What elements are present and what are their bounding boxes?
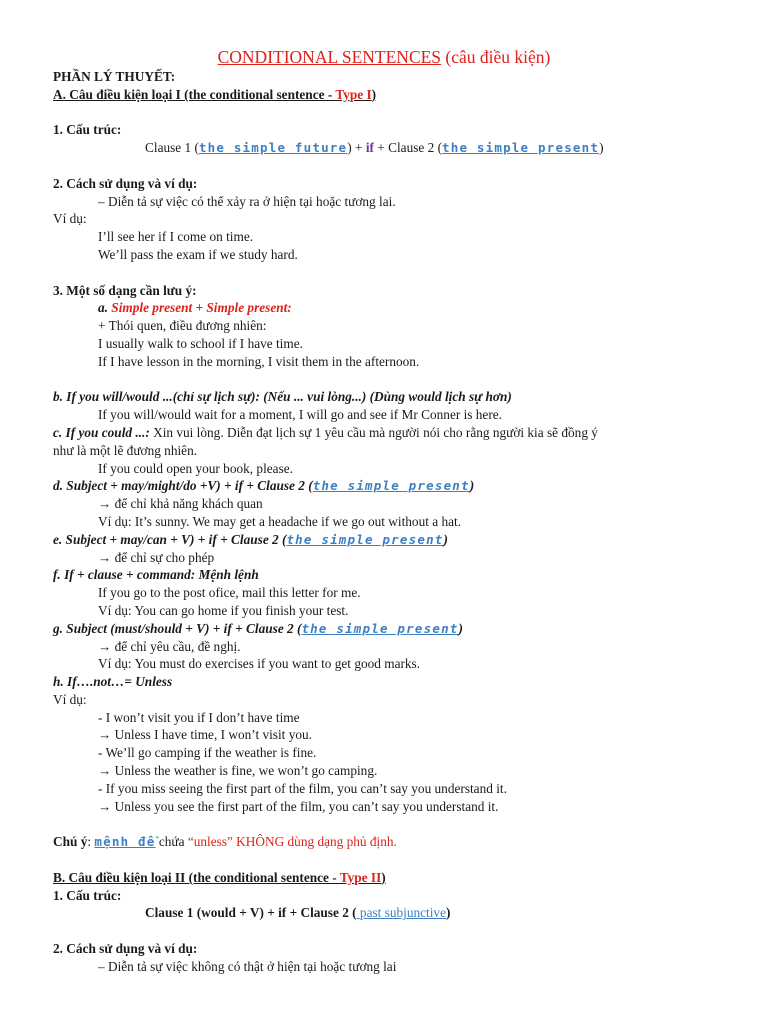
b1-structure: Clause 1 (would + V) + if + Clause 2 ( past subjunctive) xyxy=(145,905,451,921)
formula-simple-present: the simple present xyxy=(442,140,600,156)
a2-vidu: Ví dụ: xyxy=(53,211,87,227)
a3-h-line-4: → Unless the weather is fine, we won’t go camping. xyxy=(98,763,378,779)
a3-e-heading: e. Subject + may/can + V) + if + Clause 2 (the simple present) xyxy=(53,531,448,547)
a3-h-line-3: - We’ll go camping if the weather is fine. xyxy=(98,745,317,761)
a3-e-line-1: → để chỉ sự cho phép xyxy=(98,549,215,565)
a2-example-2: We’ll pass the exam if we study hard. xyxy=(98,246,298,262)
a3-b-heading: b. If you will/would ...(chỉ sự lịch sự): (Nếu ... vui lòng...) (Dùng would lịch sự hơn) xyxy=(53,389,512,405)
a3-f-line-2: Ví dụ: You can go home if you finish your test. xyxy=(98,602,349,618)
a3-g-heading: g. Subject (must/should + V) + if + Clause 2 (the simple present) xyxy=(53,620,463,636)
a3-a-line-3: If I have lesson in the morning, I visit them in the afternoon. xyxy=(98,353,420,369)
b2-heading: 2. Cách sử dụng và ví dụ: xyxy=(53,941,198,957)
a3-h-line-1: - I won’t visit you if I don’t have time xyxy=(98,709,300,725)
note-line: Chú ý: mệnh đề chứa “unless” KHÔNG dùng dạng phủ định. xyxy=(53,834,397,850)
a3-f-line-1: If you go to the post ofice, mail this letter for me. xyxy=(98,585,361,601)
a1-structure: Clause 1 (the simple future) + if + Clause 2 (the simple present) xyxy=(145,140,604,156)
title-main: CONDITIONAL SENTENCES xyxy=(217,47,442,67)
a3-c-line-2: như là một lẽ đương nhiên. xyxy=(53,442,198,458)
formula-simple-future: the simple future xyxy=(198,140,348,156)
a3-heading: 3. Một số dạng cần lưu ý: xyxy=(53,282,197,298)
a3-a-heading: a. Simple present + Simple present: xyxy=(98,300,292,316)
formula-past-subjunctive: past subjunctive xyxy=(356,905,446,921)
theory-heading: PHẦN LÝ THUYẾT: xyxy=(53,69,176,84)
a3-a-line-1: + Thói quen, điều đương nhiên: xyxy=(98,318,267,334)
a2-heading: 2. Cách sử dụng và ví dụ: xyxy=(53,175,198,191)
b2-desc: – Diễn tả sự việc không có thật ở hiện tại hoặc tương lai xyxy=(98,958,397,974)
title-sub: (câu điều kiện) xyxy=(445,47,551,67)
a3-d-line-1: → để chỉ khả năng khách quan xyxy=(98,496,263,512)
a3-h-line-6: → Unless you see the first part of the film, you can’t say you understand it. xyxy=(98,798,499,814)
a3-h-line-2: → Unless I have time, I won’t visit you. xyxy=(98,727,312,743)
a3-g-line-1: → để chỉ yêu cầu, đề nghị. xyxy=(98,638,241,654)
a3-c-line-1: c. If you could ...: Xin vui lòng. Diễn đạt lịch sự 1 yêu cầu mà người nói cho rằng người kia sẽ đồng ý xyxy=(53,424,598,440)
page-title xyxy=(0,46,768,68)
a2-example-1: I’ll see her if I come on time. xyxy=(98,229,254,245)
a3-d-line-2: Ví dụ: It’s sunny. We may get a headache if we go out without a hat. xyxy=(98,513,462,529)
section-a-heading: A. Câu điều kiện loại I (the conditional sentence - Type I) xyxy=(53,86,377,102)
a3-g-line-2: Ví dụ: You must do exercises if you want to get good marks. xyxy=(98,656,421,672)
a2-desc: – Diễn tả sự việc có thể xảy ra ở hiện tại hoặc tương lai. xyxy=(98,193,396,209)
a3-h-vidu: Ví dụ: xyxy=(53,691,87,707)
a1-heading: 1. Cấu trúc: xyxy=(53,122,122,138)
a3-d-heading: d. Subject + may/might/do +V) + if + Clause 2 (the simple present) xyxy=(53,478,475,494)
a3-h-heading: h. If….not…= Unless xyxy=(53,674,173,690)
a3-f-heading: f. If + clause + command: Mệnh lệnh xyxy=(53,567,259,583)
b1-heading: 1. Cấu trúc: xyxy=(53,887,122,903)
section-b-heading: B. Câu điều kiện loại II (the conditional sentence - Type II) xyxy=(53,869,386,885)
note-menh-de: mệnh đề xyxy=(94,834,156,850)
a3-h-line-5: - If you miss seeing the first part of the film, you can’t say you understand it. xyxy=(98,780,507,796)
a3-b-example: If you will/would wait for a moment, I will go and see if Mr Conner is here. xyxy=(98,407,502,423)
a3-c-example: If you could open your book, please. xyxy=(98,460,293,476)
a3-a-line-2: I usually walk to school if I have time. xyxy=(98,335,303,351)
